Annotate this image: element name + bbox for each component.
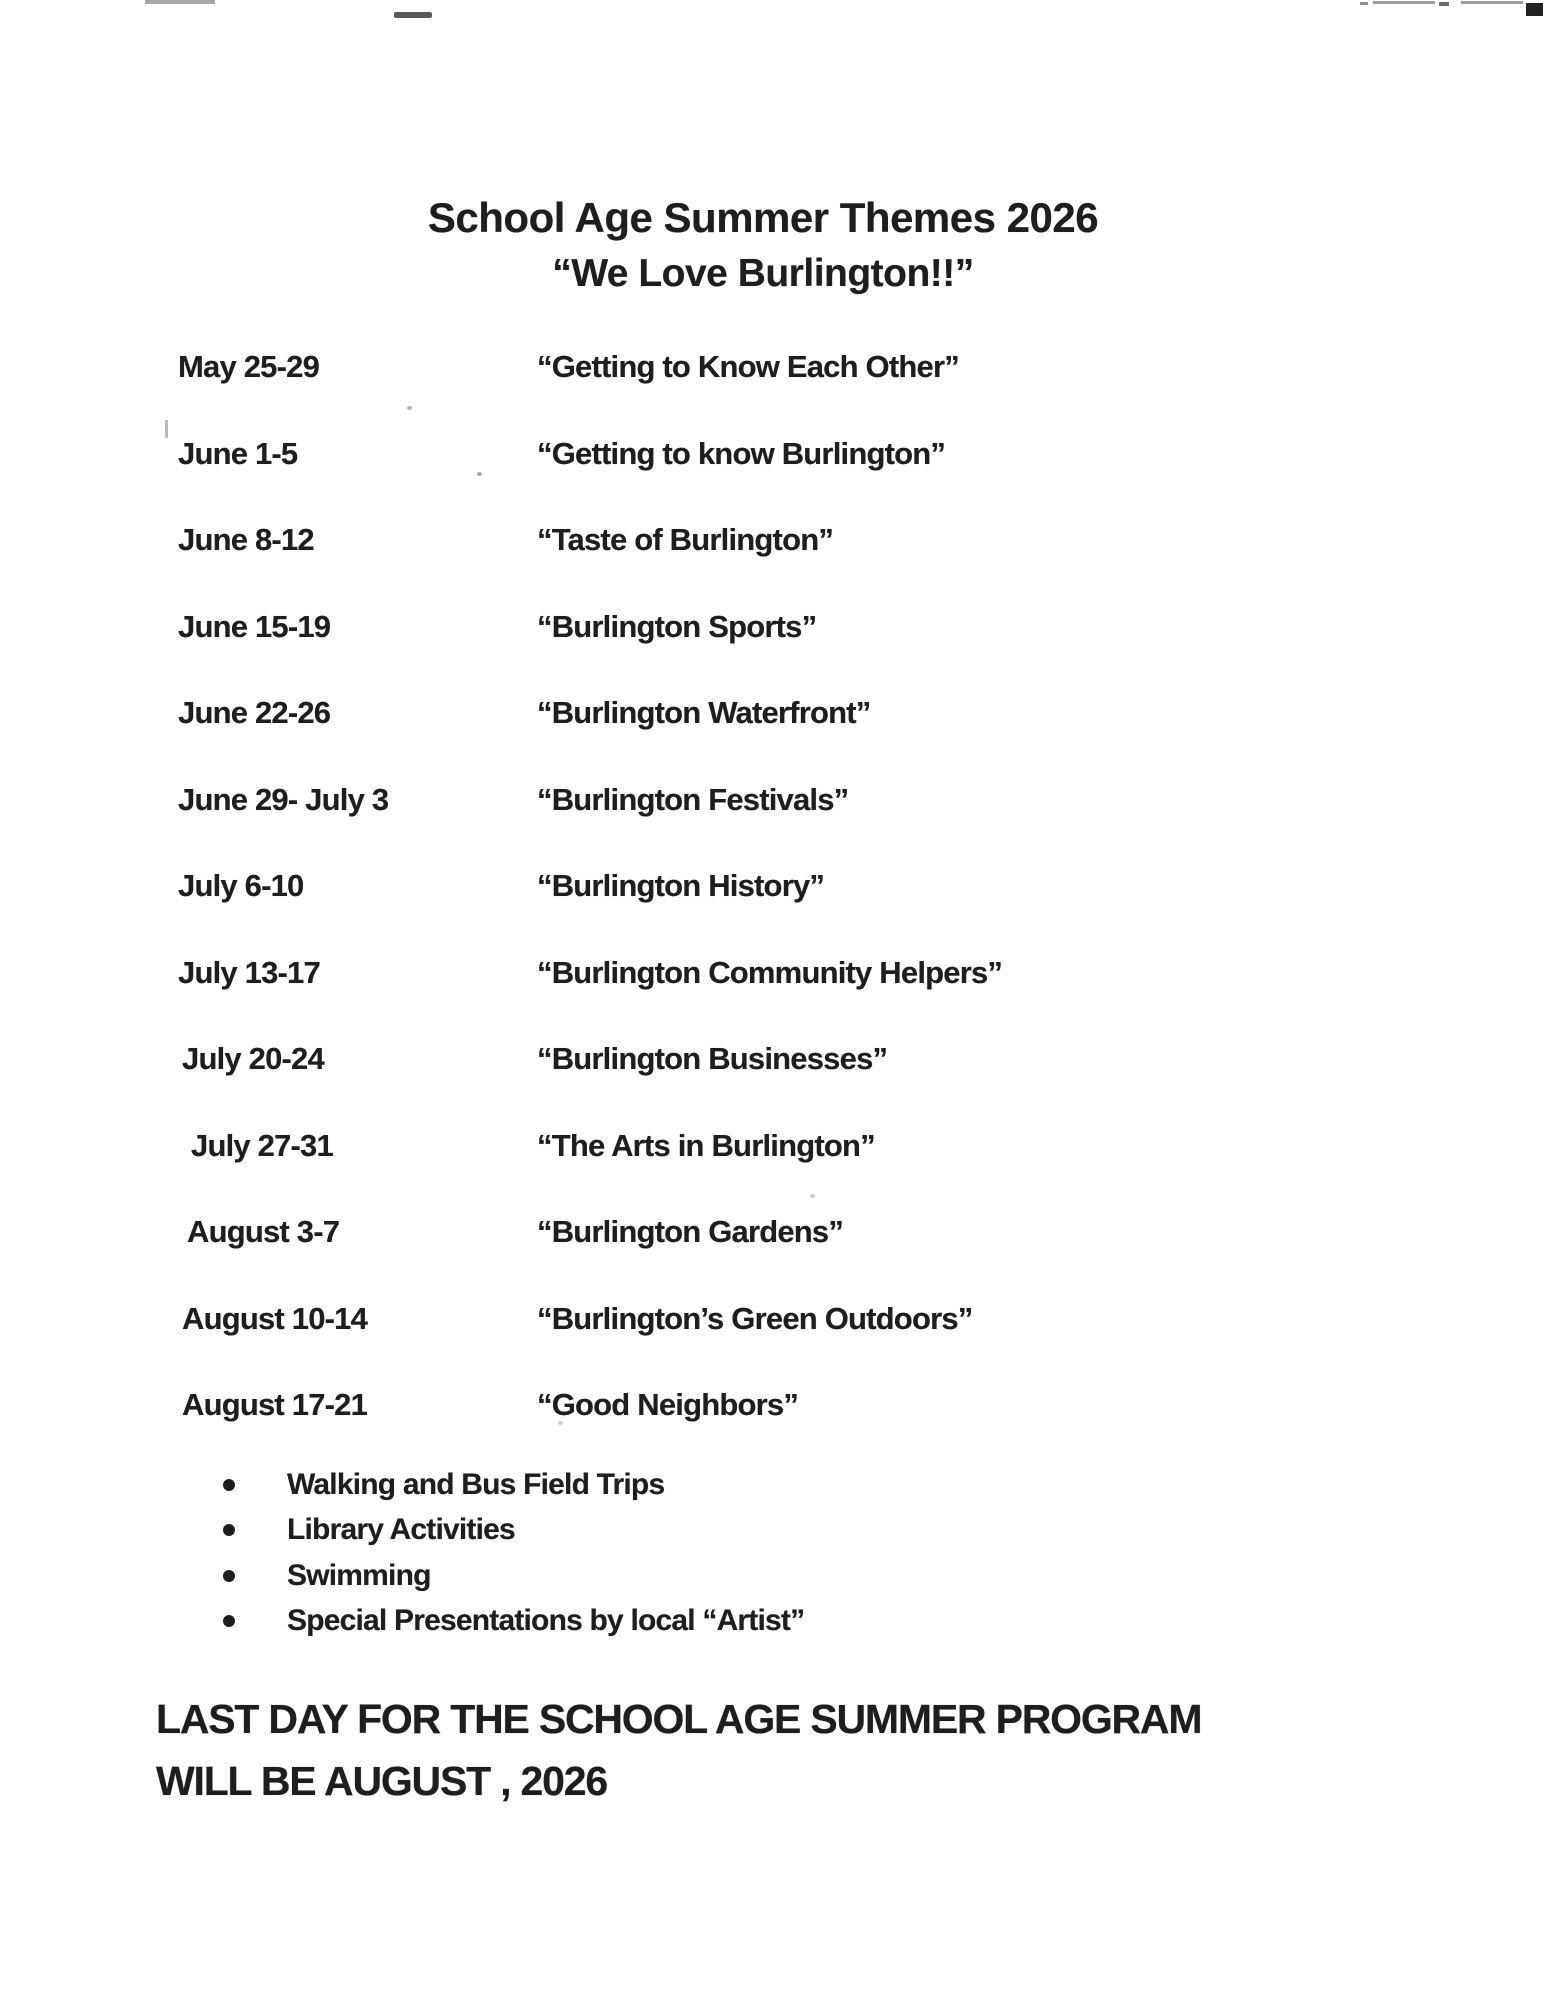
schedule-row <box>0 867 1543 954</box>
date-label: July 6-10 <box>178 868 304 903</box>
activity-label: Special Presentations by local “Artist” <box>287 1603 805 1637</box>
schedule-row <box>0 694 1543 781</box>
page-subtitle: “We Love Burlington!!” <box>552 252 974 295</box>
theme-schedule <box>0 348 1543 1473</box>
theme-label: “Burlington Gardens” <box>537 1214 844 1249</box>
schedule-row <box>0 608 1543 695</box>
theme-label: “Burlington Waterfront” <box>537 695 871 730</box>
activity-label: Swimming <box>287 1558 431 1592</box>
date-label: July 20-24 <box>182 1041 324 1076</box>
theme-label: “Taste of Burlington” <box>537 522 834 557</box>
scan-artifact <box>1439 2 1449 6</box>
scan-artifact <box>1360 2 1368 5</box>
list-item <box>0 1462 1543 1507</box>
date-label: June 1-5 <box>178 435 298 471</box>
schedule-row <box>0 1040 1543 1127</box>
bullet-dot-icon <box>223 1524 235 1536</box>
scan-artifact <box>145 0 215 4</box>
bullet-dot-icon <box>223 1570 235 1582</box>
scan-artifact <box>394 12 432 18</box>
activity-label: Walking and Bus Field Trips <box>287 1468 665 1501</box>
schedule-row <box>0 1213 1543 1300</box>
theme-label: “Getting to know Burlington” <box>537 435 946 471</box>
date-label: July 13-17 <box>178 954 320 990</box>
theme-label: “Burlington’s Green Outdoors” <box>537 1300 973 1336</box>
last-day-notice <box>156 1688 1516 1812</box>
theme-label: “The Arts in Burlington” <box>537 1127 875 1163</box>
scan-artifact <box>1461 1 1523 4</box>
schedule-row <box>0 1300 1543 1387</box>
schedule-row <box>0 521 1543 608</box>
schedule-row <box>0 348 1543 435</box>
list-item <box>0 1598 1543 1643</box>
theme-label: “Burlington Sports” <box>537 608 817 644</box>
scan-artifact <box>1526 3 1543 16</box>
list-item <box>0 1553 1543 1598</box>
last-day-notice-line2: WILL BE AUGUST , 2026 <box>156 1758 607 1804</box>
date-label: June 22-26 <box>178 695 331 730</box>
schedule-row <box>0 1386 1543 1473</box>
date-label: May 25-29 <box>178 349 320 384</box>
list-item <box>0 1507 1543 1552</box>
document-header <box>0 190 1526 302</box>
date-label: August 10-14 <box>182 1300 368 1336</box>
schedule-row <box>0 954 1543 1041</box>
page-title: School Age Summer Themes 2026 <box>427 194 1099 241</box>
date-label: July 27-31 <box>191 1127 333 1163</box>
theme-label: “Burlington Community Helpers” <box>537 954 1003 990</box>
theme-label: “Burlington History” <box>537 868 825 903</box>
theme-label: “Burlington Businesses” <box>537 1041 888 1076</box>
date-label: June 29- July 3 <box>178 781 389 817</box>
theme-label: “Good Neighbors” <box>537 1387 799 1422</box>
date-label: August 17-21 <box>182 1387 368 1422</box>
schedule-row <box>0 781 1543 868</box>
schedule-row <box>0 1127 1543 1214</box>
date-label: August 3-7 <box>187 1214 340 1249</box>
date-label: June 8-12 <box>178 522 314 557</box>
bullet-dot-icon <box>223 1479 235 1491</box>
activities-list <box>0 1462 1543 1643</box>
theme-label: “Getting to Know Each Other” <box>537 349 959 384</box>
date-label: June 15-19 <box>178 608 331 644</box>
scan-artifact <box>1373 1 1435 4</box>
bullet-dot-icon <box>223 1615 235 1627</box>
theme-label: “Burlington Festivals” <box>537 781 849 817</box>
last-day-notice-line1: LAST DAY FOR THE SCHOOL AGE SUMMER PROGRAM <box>156 1696 1202 1742</box>
schedule-row <box>0 435 1543 522</box>
activity-label: Library Activities <box>287 1513 515 1547</box>
